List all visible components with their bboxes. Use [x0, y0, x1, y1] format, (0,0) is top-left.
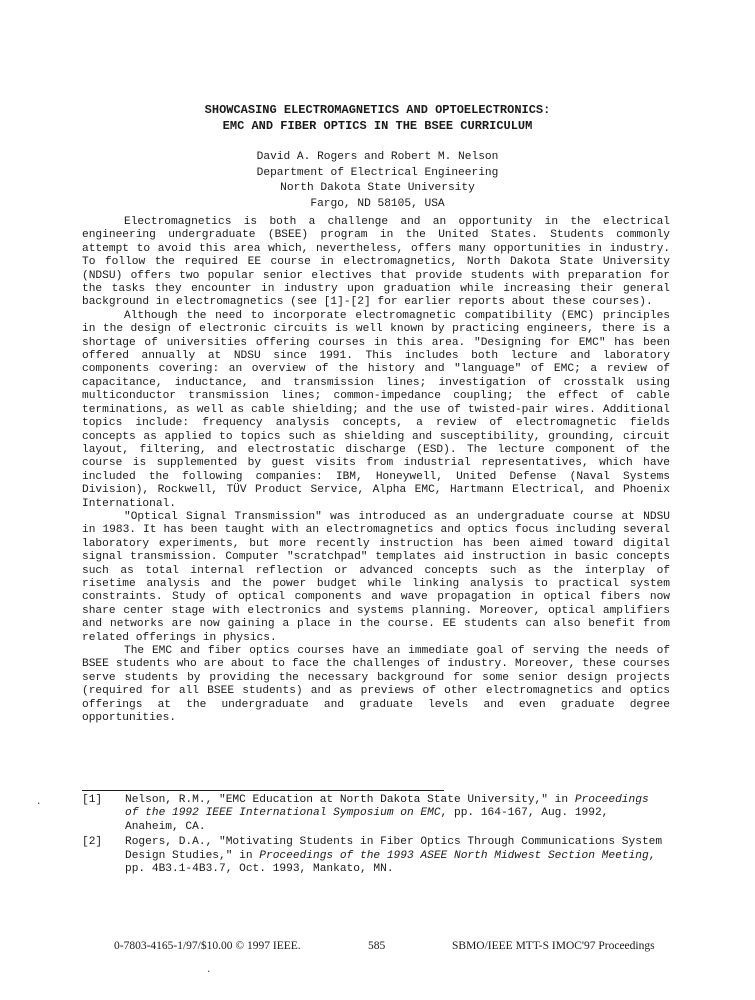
footer-copyright: 0-7803-4165-1/97/$10.00 © 1997 IEEE.: [114, 940, 301, 952]
reference-details: , pp. 164-167, Aug. 1992, Anaheim, CA.: [125, 807, 609, 833]
body-text: [82, 216, 670, 725]
reference-number: [2]: [82, 836, 103, 849]
author-location: Fargo, ND 58105, USA: [310, 197, 445, 210]
scan-speck: ·: [36, 799, 42, 809]
reference-venue: Proceedings of the 1993 ASEE North Midwest Section Meeting: [259, 849, 649, 862]
reference-text: Nelson, R.M., "EMC Education at North Dakota State University," in: [125, 794, 575, 806]
footer-proceedings: SBMO/IEEE MTT-S IMOC'97 Proceedings: [452, 940, 655, 952]
reference-item: [82, 794, 668, 834]
author-department: Department of Electrical Engineering: [256, 166, 499, 179]
references-list: [82, 794, 668, 878]
paragraph-intro: Electromagnetics is both a challenge and an opportunity in the electrical engineering undergraduate (BSEE) program in the United States. Students commonly attempt to avoid this area which, nevertheless, offers many opportunities in industry. To follow the required EE course in electromagnetics, North Dakota State University (NDSU) offers two popular senior electives that provide students with preparation for the tasks they encounter in industry upon graduation while increasing their general background in electromagnetics (see [1]-[2] for earlier reports about these courses).: [82, 216, 670, 309]
paragraph-optical-course: "Optical Signal Transmission" was introduced as an undergraduate course at NDSU in 1983. It has been taught with an electromagnetics and optics focus including several laboratory experiments, but more recently instruction has been aimed toward digital signal transmission. Computer "scratchpad" templates aid instruction in basic concepts such as total internal reflection or advanced concepts such as the interplay of risetime analysis and the power budget while linking analysis to practical system constraints. Study of optical components and wave propagation in optical fibers now share center stage with electronics and systems planning. Moreover, optical amplifiers and networks are now gaining a place in the course. EE students can also benefit from related offerings in physics.: [82, 510, 670, 644]
paragraph-emc-course: Although the need to incorporate electromagnetic compatibility (EMC) principles in the design of electronic circuits is well known by practicing engineers, there is a shortage of universities offering courses in this area. "Designing for EMC" has been offered annually at NDSU since 1991. This includes both lecture and laboratory components covering: an overview of the history and "language" of EMC; a review of capacitance, inductance, and transmission lines; investigation of crosstalk using multiconductor transmission lines; common-impedance coupling; the effect of cable terminations, as well as cable shielding; and the use of twisted-pair wires. Additional topics include: frequency analysis concepts, a review of electromagnetic fields concepts as applied to topics such as shielding and susceptibility, grounding, circuit layout, filtering, and electrostatic discharge (ESD). The lecture component of the course is supplemented by guest visits from industrial representatives, which have included the following companies: IBM, Honeywell, United Defense (Naval Systems Division), Rockwell, TÜV Product Service, Alpha EMC, Hartmann Electrical, and Phoenix International.: [82, 309, 670, 510]
reference-item: [82, 836, 668, 876]
author-names: David A. Rogers and Robert M. Nelson: [256, 151, 499, 163]
page-number: 585: [368, 940, 386, 952]
scan-speck: ·: [206, 967, 212, 977]
author-block: [160, 150, 595, 212]
references-divider: [82, 790, 444, 791]
title-line-2: EMC AND FIBER OPTICS IN THE BSEE CURRICULUM: [222, 119, 533, 133]
paper-title: [110, 102, 645, 134]
author-university: North Dakota State University: [280, 182, 475, 194]
title-line-1: SHOWCASING ELECTROMAGNETICS AND OPTOELECTRONICS:: [204, 103, 551, 117]
reference-details: , pp. 4B3.1-4B3.7, Oct. 1993, Mankato, MN.: [125, 849, 656, 876]
reference-text: Rogers, D.A., "Motivating Students in Fiber Optics Through Communications System Design Studies," in: [125, 836, 663, 862]
paragraph-conclusion: The EMC and fiber optics courses have an immediate goal of serving the needs of BSEE students who are about to face the challenges of industry. Moreover, these courses serve students by providing the necessary background for some senior design projects (required for all BSEE students) and as previews of other electromagnetics and optics offerings at the undergraduate and graduate levels and even graduate degree opportunities.: [82, 645, 670, 725]
reference-number: [1]: [82, 794, 103, 806]
reference-venue: Proceedings of the 1992 IEEE International Symposium on EMC: [125, 794, 649, 820]
